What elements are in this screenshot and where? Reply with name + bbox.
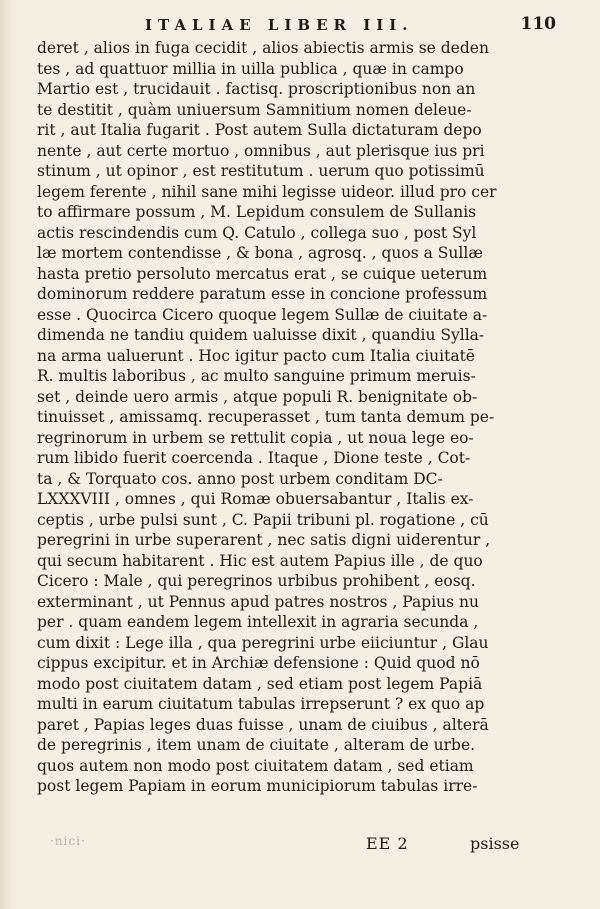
- text-line: modo post ciuitatem datam , sed etiam post legem Papiā: [37, 674, 483, 693]
- text-line: ta , & Torquato cos. anno post urbem conditam DC-: [37, 469, 443, 488]
- text-line: legem ferente , nihil sane mihi legisse uideor. illud pro cer: [37, 182, 497, 201]
- text-line: Martio est , trucidauit . factisq. proscriptionibus non an: [37, 80, 476, 98]
- page-number: 110: [520, 14, 556, 34]
- text-line: R. multis laboribus , ac multo sanguine primum meruis-: [37, 367, 476, 385]
- text-line: set , deinde uero armis , atque populi R. benignitate ob-: [37, 387, 478, 406]
- text-line: stinum , ut opinor , est restitutum . uerum quo potissimū: [37, 162, 485, 180]
- text-line: rum libido fuerit coercenda . Itaque , Dione teste , Cot-: [37, 449, 471, 467]
- text-line: qui secum habitarent . Hic est autem Papius ille , de quo: [37, 551, 483, 570]
- text-line: per . quam eandem legem intellexit in agraria secunda ,: [37, 613, 479, 631]
- text-line: tinuisset , amissamq. recuperasset , tum tanta demum pe-: [37, 408, 495, 426]
- text-line: de peregrinis , item unam de ciuitate , alteram de urbe.: [37, 736, 476, 754]
- text-line: dimenda ne tandiu quidem ualuisse dixit , quandiu Sylla-: [37, 326, 485, 344]
- text-line: nente , aut certe mortuo , omnibus , aut plerisque ius pri: [37, 141, 485, 160]
- text-line: læ mortem contendisse , & bona , agrosq. , quos a Sullæ: [37, 244, 483, 262]
- signature-mark: EE 2: [366, 834, 409, 853]
- faded-show-through-mark: ·nici·: [50, 834, 86, 848]
- text-line: multi in earum ciuitatum tabulas irrepserunt ? ex quo ap: [37, 695, 485, 713]
- text-line: na arma ualuerunt . Hoc igitur pacto cum Italia ciuitatē: [37, 346, 475, 365]
- text-line: paret , Papias leges duas fuisse , unam de ciuibus , alterā: [37, 715, 489, 734]
- text-line: cum dixit : Lege illa , qua peregrini urbe eiiciuntur , Glau: [37, 633, 489, 652]
- running-head: [40, 12, 560, 38]
- text-line: LXXXVIII , omnes , qui Romæ obuersabantur , Italis ex-: [37, 490, 474, 508]
- text-line: quos autem non modo post ciuitatem datam , sed etiam: [37, 756, 474, 775]
- text-line: rit , aut Italia fugarit . Post autem Sulla dictaturam depo: [37, 121, 482, 139]
- text-line: ceptis , urbe pulsi sunt , C. Papii tribuni pl. rogatione , cū: [37, 510, 489, 529]
- body-text: [37, 38, 517, 797]
- catchword: psisse: [470, 834, 520, 853]
- text-line: post legem Papiam in eorum municipiorum tabulas irre-: [37, 777, 478, 795]
- text-line: deret , alios in fuga cecidit , alios abiectis armis se deden: [37, 39, 489, 57]
- text-line: esse . Quocirca Cicero quoque legem Sullæ de ciuitate a-: [37, 305, 488, 324]
- text-line: exterminant , ut Pennus apud patres nostros , Papius nu: [37, 592, 479, 611]
- text-line: actis rescindendis cum Q. Catulo , collega suo , post Syl: [37, 223, 477, 242]
- text-line: te destitit , quàm uniuersum Samnitium nomen deleue-: [37, 100, 472, 119]
- text-line: hasta pretio persoluto mercatus erat , se cuique ueterum: [37, 264, 488, 283]
- text-line: cippus excipitur. et in Archiæ defensione : Quid quod nō: [37, 654, 480, 672]
- text-line: Cicero : Male , qui peregrinos urbibus prohibent , eosq.: [37, 572, 476, 590]
- text-line: to affirmare possum , M. Lepidum consulem de Sullanis: [37, 203, 477, 221]
- text-line: regrinorum in urbem se rettulit copia , ut noua lege eo-: [37, 428, 474, 447]
- running-title: ITALIAE LIBER III.: [145, 16, 414, 34]
- text-line: peregrini in urbe superarent , nec satis digni uiderentur ,: [37, 531, 491, 549]
- text-line: tes , ad quattuor millia in uilla publica , quæ in campo: [37, 59, 464, 78]
- text-line: dominorum reddere paratum esse in concione professum: [37, 285, 488, 303]
